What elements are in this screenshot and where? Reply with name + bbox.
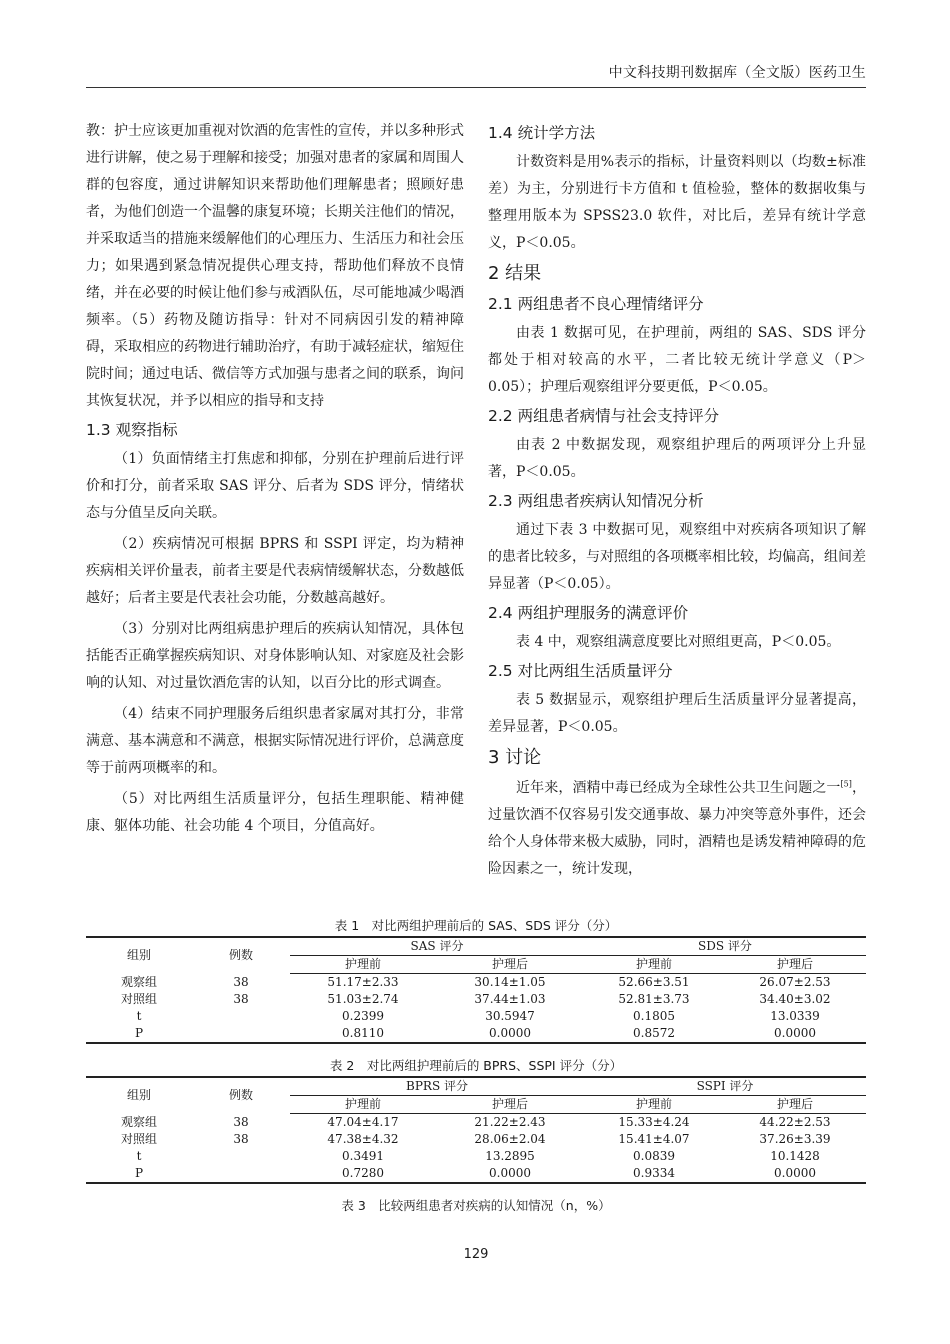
paragraph-result-2-4: 表 4 中，观察组满意度要比对照组更高，P＜0.05。 [516,634,841,650]
table-cell: 0.2399 [342,1009,384,1023]
table-row [86,991,866,1008]
table-2-header-sspi-before: 护理前 [584,1096,724,1114]
table-2-header-bprs-after: 护理后 [436,1096,584,1114]
table-cell: 30.5947 [485,1009,535,1023]
table-cell: 0.0000 [436,1025,584,1043]
table-row [86,1025,866,1043]
table-row [86,1008,866,1025]
table-cell: 观察组 [120,1114,157,1129]
table-2-header-group: 组别 [86,1077,192,1114]
section-heading-2: 2 结果 [488,263,542,284]
table-cell: 30.14±1.05 [474,975,546,989]
section-heading-2-2: 2.2 两组患者病情与社会支持评分 [488,407,720,425]
table-cell: 37.44±1.03 [474,992,546,1006]
table-cell: 对照组 [120,1132,157,1146]
table-cell: 观察组 [120,974,157,989]
section-heading-2-5: 2.5 对比两组生活质量评分 [488,662,673,680]
table-cell: 44.22±2.53 [759,1115,831,1129]
table-cell: 34.40±3.02 [759,992,831,1006]
section-heading-1-3: 1.3 观察指标 [86,421,178,439]
table-cell [192,1025,290,1043]
table-cell: 51.17±2.33 [327,975,399,989]
section-heading-2-4: 2.4 两组护理服务的满意评价 [488,604,689,622]
table-cell: 38 [233,1114,249,1129]
table-2-title: 表 2 对比两组护理前后的 BPRS、SSPI 评分（分） [329,1058,623,1073]
paragraph-indicator-5: （5）对比两组生活质量评分，包括生理职能、精神健康、躯体功能、社会功能 4 个项目，分值高好。 [86,791,464,834]
paragraph-nursing-education: 教：护士应该更加重视对饮酒的危害性的宣传，并以多种形式进行讲解，使之易于理解和接受；加强对患者的家属和周围人群的包容度，通过讲解知识来帮助他们理解患者；照顾好患者，为他们创造一个温馨的康复环境；长期关注他们的情况，并采取适当的措施来缓解他们的心理压力、生活压力和社会压力；如果遇到紧急情况提供心理支持，帮助他们释放不良情绪，并在必要的时候让他们参与戒酒队伍，尽可能地减少喝酒频率。（5）药物及随访指导：针对不同病因引发的精神障碍，采取相应的药物进行辅助治疗，有助于减轻症状，缩短住院时间；通过电话、微信等方式加强与患者之间的联系，询问其恢复状况，并予以相应的指导和支持 [86,123,464,409]
section-heading-2-1: 2.1 两组患者不良心理情绪评分 [488,295,704,313]
paragraph-result-2-2: 由表 2 中数据发现，观察组护理后的两项评分上升显著，P＜0.05。 [488,437,866,480]
table-cell: 51.03±2.74 [327,992,399,1006]
table-cell: 47.04±4.17 [327,1115,399,1129]
table-2-header-sspi: SSPI 评分 [584,1077,866,1096]
table-cell: 37.26±3.39 [759,1132,831,1146]
table-1-header-n: 例数 [192,937,290,974]
paragraph-result-2-3: 通过下表 3 中数据可见，观察组中对疾病各项知识了解的患者比较多，与对照组的各项概率相比较，均偏高，组间差异显著（P＜0.05）。 [488,522,866,592]
table-cell: 0.1805 [633,1009,675,1023]
table-1-title: 表 1 对比两组护理前后的 SAS、SDS 评分（分） [334,918,618,933]
table-cell [192,1148,290,1165]
table-1-header-group: 组别 [86,937,192,974]
paragraph-indicator-4: （4）结束不同护理服务后组织患者家属对其打分，非常满意、基本满意和不满意，根据实际情况进行评价，总满意度等于前两项概率的和。 [86,706,464,776]
table-cell: 0.0000 [724,1025,866,1043]
table-cell: 38 [233,992,249,1006]
table-2-header-bprs: BPRS 评分 [290,1077,584,1096]
table-cell: 0.8572 [584,1025,724,1043]
table-cell [192,1165,290,1183]
table-cell: 52.66±3.51 [618,975,690,989]
paragraph-statistics: 计数资料是用%表示的指标，计量资料则以（均数±标准差）为主，分别进行卡方值和 t 值检验，整体的数据收集与整理用版本为 SPSS23.0 软件，对比后，差异有统计学意义，P＜0.05。 [488,154,866,251]
table-row [86,1148,866,1165]
paragraph-result-2-5: 表 5 数据显示，观察组护理后生活质量评分显著提高，差异显著，P＜0.05。 [488,692,866,735]
section-heading-2-3: 2.3 两组患者疾病认知情况分析 [488,492,704,510]
page-number: 129 [463,1247,489,1262]
table-cell: 对照组 [120,992,157,1006]
right-column [488,118,866,883]
table-cell: 0.3491 [342,1149,384,1163]
paragraph-discussion [488,775,866,883]
citation-marker: [5] [840,779,852,789]
table-row [86,1165,866,1183]
table-cell: 10.1428 [770,1149,820,1163]
table-2-header-bprs-before: 护理前 [290,1096,436,1114]
table-cell: 0.0839 [633,1149,675,1163]
table-cell: 0.9334 [584,1165,724,1183]
table-cell: P [86,1025,192,1043]
table-cell: 47.38±4.32 [327,1132,399,1146]
section-heading-3: 3 讨论 [488,747,542,768]
table-1-header-sds-before: 护理前 [584,956,724,974]
table-cell: t [136,1149,142,1163]
table-cell: 13.0339 [770,1009,820,1023]
paragraph-indicator-1: （1）负面情绪主打焦虑和抑郁，分别在护理前后进行评价和打分，前者采取 SAS 评分、后者为 SDS 评分，情绪状态与分值呈反向关联。 [86,451,464,521]
table-cell: 0.7280 [290,1165,436,1183]
table-cell: 38 [233,974,249,989]
header-rule [86,87,866,88]
table-cell: 15.33±4.24 [618,1115,690,1129]
table-cell: 0.0000 [436,1165,584,1183]
table-cell: 28.06±2.04 [474,1132,546,1146]
table-1-header-sds: SDS 评分 [584,937,866,956]
table-cell: t [136,1009,142,1023]
table-cell: 0.8110 [290,1025,436,1043]
table-cell: 26.07±2.53 [759,975,831,989]
left-column [86,118,464,840]
paragraph-indicator-2: （2）疾病情况可根据 BPRS 和 SSPI 评定，均为精神疾病相关评价量表，前者主要是代表病情缓解状态，分数越低越好；后者主要是代表社会功能，分数越高越好。 [86,536,464,606]
table-cell: P [86,1165,192,1183]
table-1 [86,936,866,1044]
table-1-header-sas-after: 护理后 [436,956,584,974]
table-cell: 52.81±3.73 [618,992,690,1006]
paragraph-result-2-1: 由表 1 数据可见，在护理前，两组的 SAS、SDS 评分都处于相对较高的水平，二者比较无统计学意义（P＞0.05）；护理后观察组评分要更低，P＜0.05。 [488,325,866,395]
table-2 [86,1076,866,1184]
table-cell: 13.2895 [485,1149,535,1163]
table-cell: 21.22±2.43 [474,1115,546,1129]
table-1-header-sas: SAS 评分 [290,937,584,956]
paragraph-indicator-3: （3）分别对比两组病患护理后的疾病认知情况，具体包括能否正确掌握疾病知识、对身体影响认知、对家庭及社会影响的认知、对过量饮酒危害的认知，以百分比的形式调查。 [86,621,464,691]
table-row [86,1114,866,1132]
table-row [86,974,866,992]
table-cell [192,1008,290,1025]
table-row [86,1131,866,1148]
section-heading-1-4: 1.4 统计学方法 [488,124,596,142]
table-2-header-sspi-after: 护理后 [724,1096,866,1114]
table-cell: 38 [233,1132,249,1146]
table-cell: 0.0000 [724,1165,866,1183]
discussion-text-b: ，过量饮酒不仅容易引发交通事故、暴力冲突等意外事件，还会给个人身体带来极大威胁，同时，酒精也是诱发精神障碍的危险因素之一，统计发现， [488,780,867,877]
table-1-header-sas-before: 护理前 [290,956,436,974]
table-cell: 15.41±4.07 [618,1132,690,1146]
table-2-header-n: 例数 [192,1077,290,1114]
table-3-title: 表 3 比较两组患者对疾病的认知情况（n，%） [341,1198,611,1213]
table-1-header-sds-after: 护理后 [724,956,866,974]
discussion-text-a: 近年来，酒精中毒已经成为全球性公共卫生问题之一 [516,780,841,796]
journal-header: 中文科技期刊数据库（全文版）医药卫生 [608,65,866,81]
